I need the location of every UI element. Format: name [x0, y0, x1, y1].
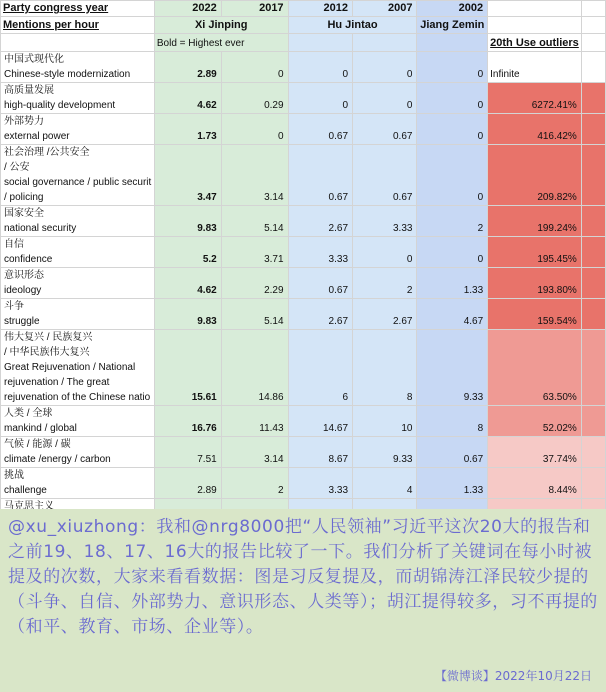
- value-2007: 2: [353, 268, 417, 299]
- outlier-value: 8.44%: [488, 468, 582, 499]
- keyword-label-line: / 公安: [4, 162, 30, 173]
- keyword-label-line: 人类 / 全球: [4, 408, 53, 419]
- keyword-label-line: national security: [4, 223, 77, 234]
- empty-cell: [581, 468, 605, 499]
- leader-xi: Xi Jinping: [154, 17, 288, 34]
- table-row: [1, 145, 606, 206]
- value-2012: 0: [288, 83, 352, 114]
- value-2002: 0.67: [417, 437, 488, 468]
- value-2022: 9.83: [154, 206, 221, 237]
- keyword-label: [1, 499, 155, 510]
- keyword-label-line: 斗争: [4, 301, 24, 312]
- empty-cell: [581, 268, 605, 299]
- table-row: [1, 406, 606, 437]
- empty-cell: [581, 206, 605, 237]
- outlier-value: 63.50%: [488, 330, 582, 406]
- value-2022: 9.83: [154, 299, 221, 330]
- value-2007: 0.67: [353, 114, 417, 145]
- value-2007: 0: [353, 237, 417, 268]
- empty-cell: [581, 237, 605, 268]
- empty-cell: [581, 330, 605, 406]
- bold-note: Bold = Highest ever: [154, 34, 288, 52]
- keyword-label-line: 外部势力: [4, 116, 44, 127]
- value-2017: 2.29: [221, 268, 288, 299]
- value-2022: 5.2: [154, 237, 221, 268]
- keyword-label-line: struggle: [4, 316, 40, 327]
- value-2012: 3.33: [288, 468, 352, 499]
- year-2017: 2017: [221, 1, 288, 17]
- keyword-label-line: 意识形态: [4, 270, 44, 281]
- value-2012: 0: [288, 52, 352, 83]
- value-2017: 5.14: [221, 206, 288, 237]
- outlier-value: 193.80%: [488, 268, 582, 299]
- value-2017: 5.14: [221, 299, 288, 330]
- value-2002: 8: [417, 406, 488, 437]
- party-congress-year-label: Party congress year: [1, 1, 155, 17]
- value-2012: 3.33: [288, 237, 352, 268]
- leader-hu: Hu Jintao: [288, 17, 417, 34]
- value-2017: 0: [221, 52, 288, 83]
- value-2012: 0.67: [288, 268, 352, 299]
- value-2022: 4.62: [154, 83, 221, 114]
- weibo-caption-panel: [0, 509, 606, 692]
- value-2012: 2.67: [288, 299, 352, 330]
- value-2007: 0: [353, 52, 417, 83]
- keyword-label-line: 自信: [4, 239, 24, 250]
- keyword-label: [1, 468, 155, 499]
- empty-cell: [581, 145, 605, 206]
- empty-cell: [581, 17, 605, 34]
- keyword-label-line: 国家安全: [4, 208, 44, 219]
- value-2022: 1.73: [154, 114, 221, 145]
- year-2007: 2007: [353, 1, 417, 17]
- table-row: [1, 83, 606, 114]
- table-row: [1, 468, 606, 499]
- year-2002: 2002: [417, 1, 488, 17]
- value-2002: 4.67: [417, 299, 488, 330]
- empty-cell: [288, 34, 352, 52]
- value-2022: 2.89: [154, 468, 221, 499]
- value-2022: 15.61: [154, 330, 221, 406]
- value-2002: 1.33: [417, 468, 488, 499]
- keyword-label: [1, 299, 155, 330]
- value-2022: 16.76: [154, 406, 221, 437]
- table-row: [1, 330, 606, 406]
- keyword-label: [1, 145, 155, 206]
- outlier-value: 159.54%: [488, 299, 582, 330]
- empty-cell: [581, 83, 605, 114]
- value-2022: 7.51: [154, 437, 221, 468]
- outlier-value: 416.42%: [488, 114, 582, 145]
- empty-cell: [581, 299, 605, 330]
- empty-cell: [581, 437, 605, 468]
- empty-cell: [353, 34, 417, 52]
- value-2007: 0.67: [353, 145, 417, 206]
- table-row: [1, 114, 606, 145]
- value-2022: 4.62: [154, 268, 221, 299]
- outlier-value: 195.45%: [488, 237, 582, 268]
- year-2022: 2022: [154, 1, 221, 17]
- keyword-label-line: confidence: [4, 254, 53, 265]
- keyword-label: [1, 114, 155, 145]
- value-2012: 0.67: [288, 114, 352, 145]
- value-2017: 3.71: [221, 237, 288, 268]
- outlier-value: 209.82%: [488, 145, 582, 206]
- value-2022: 2.89: [154, 52, 221, 83]
- table-row: [1, 237, 606, 268]
- value-2002: 0: [417, 114, 488, 145]
- value-2007: 9.33: [353, 437, 417, 468]
- keyword-label-line: 中国式现代化: [4, 54, 64, 65]
- table-row: [1, 499, 606, 510]
- keyword-label-line: mankind / global: [4, 423, 77, 434]
- keyword-label-line: / policing: [4, 192, 44, 203]
- value-2007: 2.67: [353, 299, 417, 330]
- value-2002: 0: [417, 237, 488, 268]
- value-2007: 0: [353, 83, 417, 114]
- value-2012: 2.67: [288, 206, 352, 237]
- outlier-value: [488, 499, 582, 510]
- year-2012: 2012: [288, 1, 352, 17]
- table-row: [1, 206, 606, 237]
- keyword-label: [1, 406, 155, 437]
- keyword-label-line: 马克思主义: [4, 501, 54, 509]
- value-2017: 0.29: [221, 83, 288, 114]
- value-2007: 3.33: [353, 206, 417, 237]
- outlier-value: 52.02%: [488, 406, 582, 437]
- outlier-value: 37.74%: [488, 437, 582, 468]
- empty-cell: [581, 406, 605, 437]
- keyword-label-line: Great Rejuvenation / National: [4, 362, 136, 373]
- value-2017: 3.14: [221, 437, 288, 468]
- outlier-value: Infinite: [488, 52, 582, 83]
- value-2002: 0: [417, 52, 488, 83]
- empty-cell: [488, 17, 582, 34]
- value-2022: 3.47: [154, 145, 221, 206]
- value-2012: [288, 499, 352, 510]
- table-row: [1, 52, 606, 83]
- keyword-label-line: 挑战: [4, 470, 24, 481]
- keyword-label-line: climate /energy / carbon: [4, 454, 111, 465]
- empty-cell: [581, 114, 605, 145]
- value-2002: 0: [417, 145, 488, 206]
- keyword-label-line: rejuvenation / The great: [4, 377, 110, 388]
- value-2012: 6: [288, 330, 352, 406]
- keyword-label-line: high-quality development: [4, 100, 116, 111]
- keyword-label-line: challenge: [4, 485, 47, 496]
- table-row: [1, 437, 606, 468]
- value-2007: 10: [353, 406, 417, 437]
- value-2017: 14.86: [221, 330, 288, 406]
- note-row: [1, 34, 606, 52]
- caption-footer: 【微博谈】2022年10月22日: [434, 669, 592, 683]
- keyword-label-line: 气候 / 能源 / 碳: [4, 439, 71, 450]
- value-2002: 1.33: [417, 268, 488, 299]
- empty-cell: [488, 1, 582, 17]
- mentions-per-hour-label: Mentions per hour: [1, 17, 155, 34]
- value-2012: 8.67: [288, 437, 352, 468]
- keyword-label-line: 高质量发展: [4, 85, 54, 96]
- keyword-label: [1, 83, 155, 114]
- outlier-value: 6272.41%: [488, 83, 582, 114]
- value-2002: [417, 499, 488, 510]
- value-2007: 4: [353, 468, 417, 499]
- value-2007: [353, 499, 417, 510]
- empty-cell: [581, 499, 605, 510]
- value-2012: 0.67: [288, 145, 352, 206]
- empty-cell: [581, 34, 605, 52]
- year-header-row: [1, 1, 606, 17]
- value-2017: 0: [221, 114, 288, 145]
- value-2017: 3.14: [221, 145, 288, 206]
- keyword-label: [1, 330, 155, 406]
- keyword-label-line: 社会治理 /公共安全: [4, 147, 90, 158]
- empty-cell: [581, 1, 605, 17]
- empty-cell: [417, 34, 488, 52]
- keyword-label-line: ideology: [4, 285, 42, 296]
- outlier-value: 199.24%: [488, 206, 582, 237]
- keyword-label-line: social governance / public securit: [4, 177, 152, 188]
- value-2007: 8: [353, 330, 417, 406]
- caption-text: @xu_xiuzhong：我和@nrg8000把“人民领袖”习近平这次20大的报告和之前19、18、17、16大的报告比较了一下。我们分析了关键词在每小时被提及的次数，大家来看看数据：图是习反复提及，而胡锦涛江泽民较少提的（斗争、自信、外部势力、意识形态、人类等）；胡江提得较多，习不再提的（和平、教育、市场、企业等）。: [8, 517, 598, 637]
- keyword-label: [1, 237, 155, 268]
- value-2017: [221, 499, 288, 510]
- value-2022: [154, 499, 221, 510]
- table-row: [1, 268, 606, 299]
- value-2017: 2: [221, 468, 288, 499]
- keyword-label-line: external power: [4, 131, 70, 142]
- keyword-label-line: 伟大复兴 / 民族复兴: [4, 332, 93, 343]
- value-2002: 9.33: [417, 330, 488, 406]
- value-2012: 14.67: [288, 406, 352, 437]
- keyword-label: [1, 52, 155, 83]
- value-2002: 0: [417, 83, 488, 114]
- keyword-label: [1, 268, 155, 299]
- outliers-header: 20th Use outliers: [488, 34, 582, 52]
- empty-cell: [581, 52, 605, 83]
- leader-jiang: Jiang Zemin: [417, 17, 488, 34]
- keyword-label: [1, 206, 155, 237]
- keyword-label-line: Chinese-style modernization: [4, 69, 131, 80]
- value-2002: 2: [417, 206, 488, 237]
- empty-cell: [1, 34, 155, 52]
- value-2017: 11.43: [221, 406, 288, 437]
- keyword-label-line: / 中华民族伟大复兴: [4, 347, 90, 358]
- keyword-label-line: rejuvenation of the Chinese natio: [4, 392, 151, 403]
- table-row: [1, 299, 606, 330]
- leader-header-row: [1, 17, 606, 34]
- keyword-label: [1, 437, 155, 468]
